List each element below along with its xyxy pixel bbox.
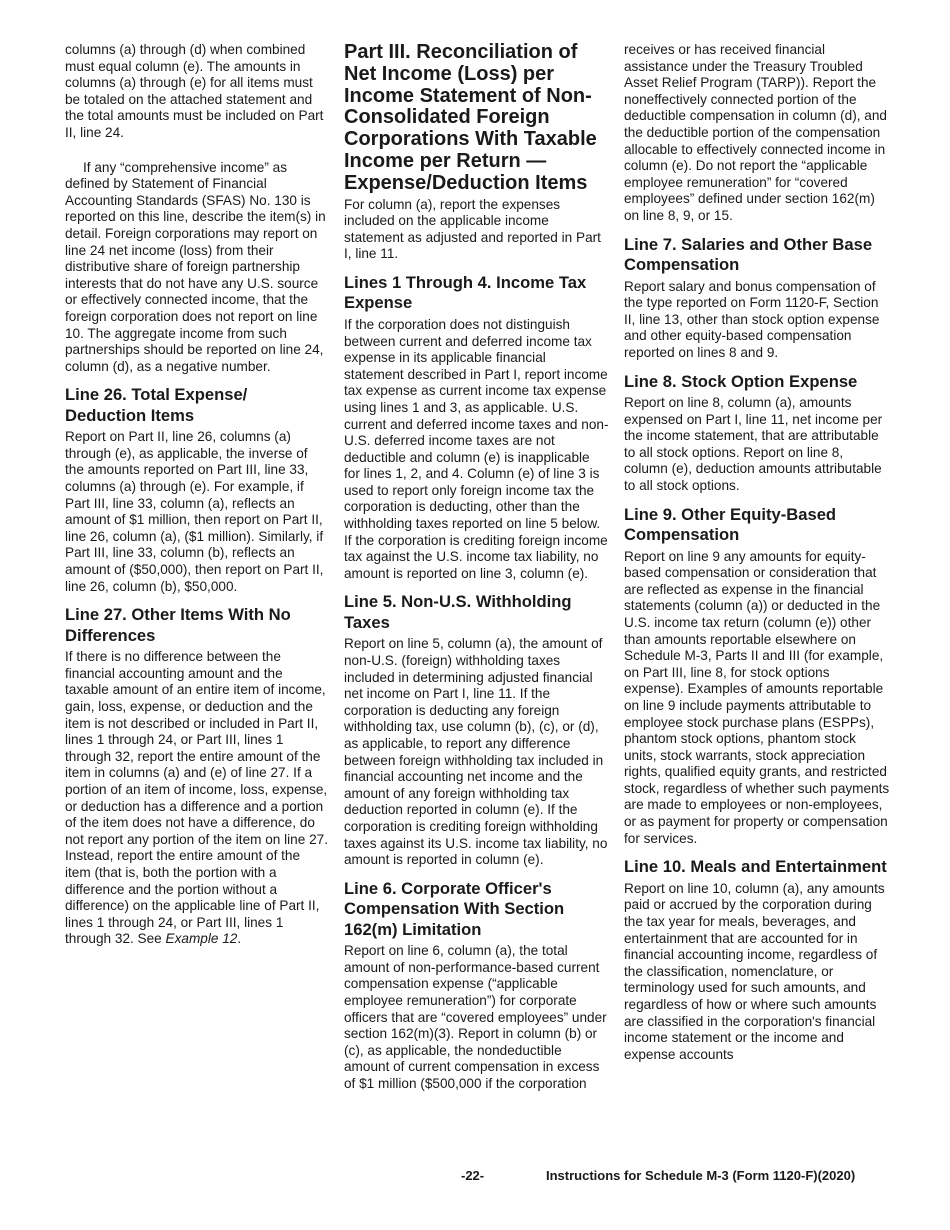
heading-lines-1-4: Lines 1 Through 4. Income Tax Expense [344,272,587,313]
paragraph-line-26: Report on Part II, line 26, columns (a) through (e), as applicable, the inverse of the amounts reported on Part III, line 33, columns (a) through (e). For example, if Part III, line 33, column (a), reflects an amount of $1 million, then report on Part II, line 26, column (a), ($1 million). Similarly, if Part III, line 33, column (b), reflects an amount of ($50,000), then report on Part II, line 26, column (b), $50,000. [65,429,324,594]
example-12-reference: Example 12 [165,931,238,947]
heading-line-10: Line 10. Meals and Entertainment [624,857,887,877]
heading-line-7: Line 7. Salaries and Other Base Compensation [624,234,873,275]
column-3 [624,42,890,1063]
paragraph-line-27 [65,649,329,948]
heading-line-5: Line 5. Non-U.S. Withholding Taxes [344,592,572,632]
paragraph-line-8: Report on line 8, column (a), amounts expensed on Part I, line 11, net income per the income statement, that are attributable to all stock options. Report on line 8, column (e), deduction amounts attributable to all stock options. [624,395,883,493]
heading-line-26: Line 26. Total Expense/ Deduction Items [65,385,248,425]
paragraph-continued: receives or has received financial assistance under the Treasury Troubled Asset Relief Program (TARP)). Report the noneffectively connected portion of the deductible compensation in column (d), and the deductible portion of the compensation allocable to effectively connected income in column (e). Do not report the “applicable employee remuneration” for “covered employees” defined under section 162(m) on line 8, 9, or 15. [624,42,887,223]
paragraph-lines-1-4: If the corporation does not distinguish between current and deferred income tax expense in its applicable financial statement described in Part I, report income tax expense as current income tax expense using lines 1 and 3, as applicable. U.S. current and deferred income taxes and non-U.S. deferred income taxes are not deductible and column (e) is inapplicable for lines 1, 2, and 4. Column (e) of line 3 is used to report only foreign income tax the corporation is deducting, other than the withholding taxes reported on line 5 below. If the corporation is crediting foreign income tax against the U.S. income tax liability, no amount is reported on line 3, column (e). [344,316,609,581]
paragraph-line-6: Report on line 6, column (a), the total amount of non-performance-based current compensation expense (“applicable employee remuneration”) for corporate officers that are “covered employees” under section 162(m)(3). Report in column (b) or (c), as applicable, the nondeductible amount of current compensation in excess of $1 million ($500,000 if the corporation [344,943,607,1092]
paragraph-continued: columns (a) through (d) when combined must equal column (e). The amounts in columns (a) through (e) for all items must be totaled on the attached statement and the total amounts must be included on Part II, line 24. [65,42,324,140]
paragraph-line-7: Report salary and bonus compensation of the type reported on Form 1120-F, Section II, line 13, other than stock option expense and other equity-based compensation reported on lines 8 and 9. [624,278,880,360]
paragraph-line-27-text: If there is no difference between the financial accounting amount and the taxable amount of an entire item of income, gain, loss, expense, or deduction and the item is not described or included in Part II, lines 1 through 24, or Part III, lines 1 through 32, report the entire amount of the item in columns (a) and (e) of line 27. If a portion of an item of income, loss, expense, or deduction has a difference and a portion of the item does not have a difference, do not report any portion of the item on line 27. Instead, report the entire amount of the item (that is, both the portion with a difference and the portion without a difference) on the applicable line of Part II, lines 1 through 24, or Part III, lines 1 through 32. See [65,649,328,947]
column-1 [65,42,329,948]
paragraph-comprehensive-income: If any “comprehensive income” as defined by Statement of Financial Accounting Standards (SFAS) No. 130 is reported on this line, describe the item(s) in detail. Foreign corporations may report on line 24 net income (loss) from their distributive share of foreign partnership interests that do not have any U.S. source or effectively connected income, that the foreign corporation does not report on line 10. The aggregate income from such partnerships should be reported on line 24, column (d), as a negative number. [65,159,326,374]
paragraph-line-5: Report on line 5, column (a), the amount of non-U.S. (foreign) withholding taxes included in determining adjusted financial net income on Part I, line 11. If the corporation is deducting any foreign withholding tax, use column (b), (c), or (d), as applicable, to report any difference between foreign withholding tax included in financial accounting net income and the amount of any foreign withholding tax deduction reported in column (e). If the corporation is crediting foreign withholding taxes against its U.S. income tax liability, no amount is reported in column (e). [344,636,608,868]
page-number: -22- [461,1168,485,1183]
paragraph-line-10: Report on line 10, column (a), any amounts paid or accrued by the corporation during the tax year for meals, beverages, and entertainment that are accounted for in financial accounting income, regardless of the classification, nomenclature, or terminology used for such amounts, and regardless of how or where such amounts are classified in the corporation's financial income statement or the income and expense accounts [624,880,885,1062]
footer-title: Instructions for Schedule M-3 (Form 1120-F)(2020) [546,1168,856,1183]
heading-line-8: Line 8. Stock Option Expense [624,371,858,391]
paragraph-line-27-end: . [237,931,242,947]
column-2 [344,42,609,1093]
heading-line-9: Line 9. Other Equity-Based Compensation [624,504,837,545]
heading-part-3: Part III. Reconciliation of Net Income (Loss) per Income Statement of Non-Consolidated Foreign Corporations With Taxable Income per Return — Expense/Deduction Items [344,41,597,194]
paragraph-part-3: For column (a), report the expenses included on the applicable income statement as adjusted and reported in Part I, line 11. [344,196,601,262]
paragraph-line-9: Report on line 9 any amounts for equity-based compensation or consideration that are reflected as expense in the financial statements (column (a)) or deducted in the U.S. income tax return (column (e)) other than amounts reportable elsewhere on Schedule M-3, Parts II and III (for example, on Part III, line 8, for stock options expense). Examples of amounts reportable on line 9 include payments attributable to employee stock purchase plans (ESPPs), phantom stock options, phantom stock units, stock warrants, stock appreciation rights, qualified equity grants, and restricted stock, regardless of whether such payments are made to employees or non-employees, or as payment for property or compensation for services. [624,548,890,846]
heading-line-6: Line 6. Corporate Officer's Compensation With Section 162(m) Limitation [344,878,565,939]
heading-line-27: Line 27. Other Items With No Differences [65,605,291,645]
